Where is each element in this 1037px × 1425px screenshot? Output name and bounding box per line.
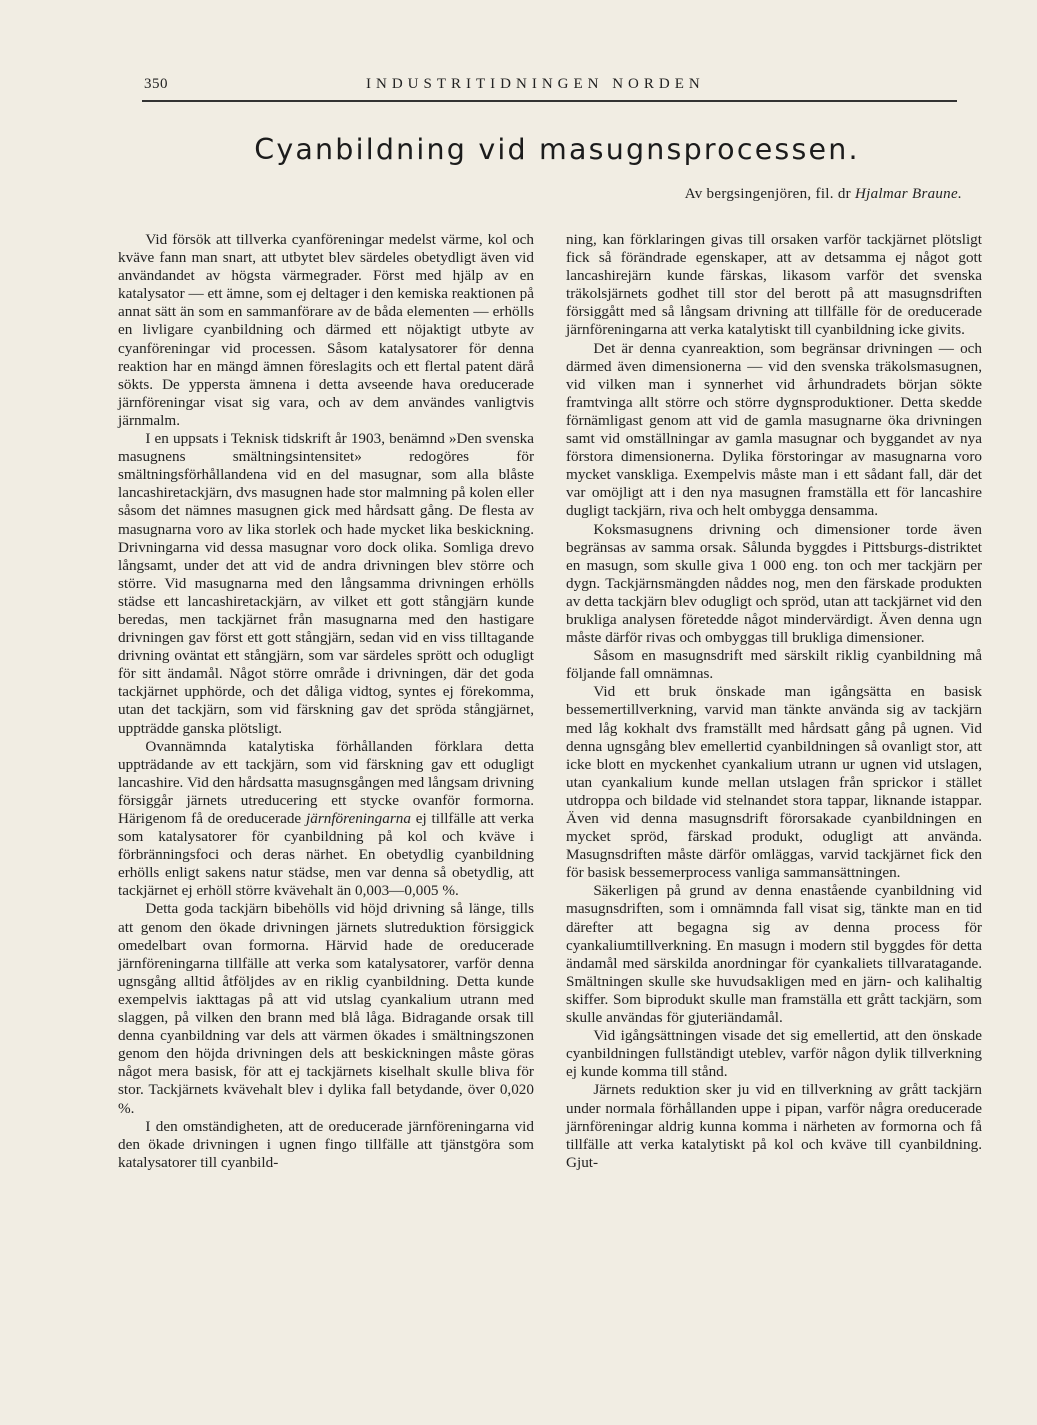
paragraph: Detta goda tackjärn bibehölls vid höjd drivning så länge, tills att genom den ökade drivningen järnets slutreduktion försiggick omedelbart ovan formorna. Härvid hade de oreducerade järnföreningarna tillfälle att verka som katalysatorer, varför denna ugnsgång alltid åtföljdes av en riklig cyanbildning. Detta kunde exempelvis iakttagas på att vid utslag cyankalium utrann med slaggen, på vilken den brann med blå låga. Bidragande orsak till denna cyanbildning var dels att värmen ökades i smältningszonen genom den höjda drivningen dels att beskickningen måste göras något mera basisk, för att ej tackjärnets kiselhalt skulle bliva för stor. Tackjärnets kvävehalt blev i dylika fall betydande, över 0,020 %.	[118, 900, 534, 1117]
byline	[142, 186, 962, 203]
paragraph: Järnets reduktion sker ju vid en tillverkning av grått tackjärn under normala förhållanden uppe i pipan, varför några oreducerade järnföreningar aldrig kunna komma i närheten av formorna och få tillfälle att verka katalytiskt på kol och kväve till cyanbildning. Gjut-	[566, 1081, 982, 1171]
running-head: INDUSTRITIDNINGEN NORDEN	[366, 76, 705, 92]
paragraph-text: Ovannämnda katalytiska förhållanden förklara detta uppträdande av ett tackjärn, som vid färskning gav ett odugligt lancashire. Vid den hårdsatta masugnsgången med långsam drivning försiggår järnets utreducering ett stycke ovanför formorna. Härigenom få de oreducerade	[118, 737, 534, 827]
paragraph: Det är denna cyanreaktion, som begränsar drivningen — och därmed även dimensionerna — vid den svenska träkolsmasugnen, vid vilken man i synnerhet vid århundradets början sökte framtvinga allt större och större dygnsproduktioner. Detta skedde förnämligast genom att vid de gamla masugnarne öka drivningen samt vid omställningar av gamla masugnar och byggandet av nya förstora dimensionerna. Dylika förstoringar av masugnarna voro mycket vanskliga. Exempelvis måste man i ett sådant fall, där det var omöjligt att i den nya masugnen framställa ett för lancashire dugligt tackjärn, riva och helt ombygga densamma.	[566, 339, 982, 520]
paragraph: ning, kan förklaringen givas till orsaken varför tackjärnet plötsligt fick så förändrade egenskaper, att av detsamma ej något gott lancashirejärn kunde färskas, likasom varför det svenska träkolsjärnets godhet till stor del berott på att masugnsdriften försiggått med så långsam drivning att tillfälle för de oreducerade järnföreningarna att verka katalytiskt till cyanbildning icke givits.	[566, 231, 982, 339]
paragraph: Vid ett bruk önskade man igångsätta en basisk bessemertillverkning, varvid man tänkte använda sig av tackjärn med låg kokhalt dvs framställt med hårdsatt gång på ugnen. Vid denna ugnsgång blev emellertid cyanbildningen så ovanligt stor, att icke blott en myckenhet cyankalium utrann ur ugnen vid utslagen, utan cyankalium kunde mellan utslagen från sprickor i stället utdroppa och bildade vid stelnandet stora tappar, liknande istappar. Även vid denna masugnsdrift förorsakade cyanbildningen en mycket spröd, färskad produkt, odugligt att använda. Masugnsdriften måste därför omläggas, varvid tackjärnet fick den för basisk bessemerprocess vanliga sammansättningen.	[566, 683, 982, 882]
paragraph: Vid igångsättningen visade det sig emellertid, att den önskade cyanbildningen fullständigt uteblev, varför någon dylik tillverkning ej kunde komma till stånd.	[566, 1027, 982, 1081]
paragraph-text: ej tillfälle att verka som katalysatorer för cyanbildning på kol och kväve i förbränningsfoci och deras närhet. En obetydlig cyanbildning erhölls enligt sakens natur städse, men var denna så obetydlig, att tackjärnet ej erhöll större kvävehalt än 0,003—0,005 %.	[118, 810, 534, 900]
emphasis-text: järnföreningarna	[306, 810, 411, 827]
paragraph: Koksmasugnens drivning och dimensioner torde även begränsas av samma orsak. Sålunda byggdes i Pittsburgs-distriktet en masugn, som skulle giva 1 000 eng. ton och mer tackjärn per dygn. Tackjärnsmängden nåddes nog, men den färskade produkten av detta tackjärn blev odugligt och spröd, utan att tackjärnet vid den brukliga analysen företedde något mindervärdigt. Även denna ugn måste därför rivas och ombyggas till brukliga dimensioner.	[566, 520, 982, 647]
right-column	[566, 231, 982, 1172]
header-rule	[142, 100, 957, 102]
paragraph: I en uppsats i Teknisk tidskrift år 1903, benämnd »Den svenska masugnens smältningsintensitet» redogöres för smältningsförhållandena vid en del masugnar, som alla blåste lancashiretackjärn, dvs masugnen hade stor malmning på kolen eller såsom det nämnes masugnen gick med hårdsatt gång. De flesta av masugnarna voro av lika storlek och hade mycket lika beskickning. Drivningarna vid dessa masugnar voro dock olika. Somliga drevo långsamt, under det att vid de andra drivningen blev större och större. Vid masugnarna med den långsamma drivningen erhölls städse ett lancashiretackjärn, av vilket ett gott stångjärn kunde beredas, men tackjärnet från masugnarna med den hastigare drivningen gav först ett gott stångjärn, sedan vid en viss tilltagande drivning oväntat ett stångjärn, som var särdeles sprött och odugligt för sitt ändamål. Något större område i drivningen, där det goda tackjärnet upphörde, och det dåliga vidtog, syntes ej förekomma, utan det tackjärn, som vid färskning gav det spröda stångjärnet, uppträdde ganska plötsligt.	[118, 430, 534, 737]
paragraph: Säkerligen på grund av denna enastående cyanbildning vid masugnsdriften, som i omnämnda fall visat sig, tänkte man en tid därefter att begagna sig av denna process för cyankaliumtillverkning. En masugn i modern stil byggdes för detta ändamål med särskilda anordningar för cyankaliets tillvaratagande. Smältningen skulle ske huvudsakligen med en järn- och kalihaltig skiffer. Som biprodukt skulle man framställa ett grått tackjärn, som skulle användas för gjuteriändamål.	[566, 882, 982, 1027]
paragraph: I den omständigheten, att de oreducerade järnföreningarna vid den ökade drivningen i ugnen fingo tillfälle att tjänstgöra som katalysatorer till cyanbild-	[118, 1117, 534, 1171]
article-title: Cyanbildning vid masugnsprocessen.	[254, 133, 860, 166]
byline-author: Hjalmar Braune.	[855, 186, 962, 202]
page-number: 350	[144, 76, 168, 92]
paragraph	[118, 738, 534, 901]
byline-prefix: Av bergsingenjören, fil. dr	[684, 186, 855, 202]
paragraph: Vid försök att tillverka cyanföreningar medelst värme, kol och kväve fann man snart, att utbytet blev särdeles obetydligt även vid användandet av högsta värmegrader. Först med hjälp av en katalysator — ett ämne, som ej deltager i den kemiska reaktionen på annat sätt än som en sammanförare av de båda elementen — erhölls en livligare cyanbildning och därmed ett nöjaktigt utbyte av cyanföreningar vid processen. Såsom katalysatorer för denna reaktion har en mängd ämnen föreslagits och ett flertal patent därå sökts. De yppersta ämnena i detta avseende hava oreducerade järnföreningar visat sig vara, och av dem användes vanligtvis järnmalm.	[118, 231, 534, 429]
left-column	[118, 231, 534, 1172]
paragraph: Såsom en masugnsdrift med särskilt riklig cyanbildning må följande fall omnämnas.	[566, 647, 982, 683]
